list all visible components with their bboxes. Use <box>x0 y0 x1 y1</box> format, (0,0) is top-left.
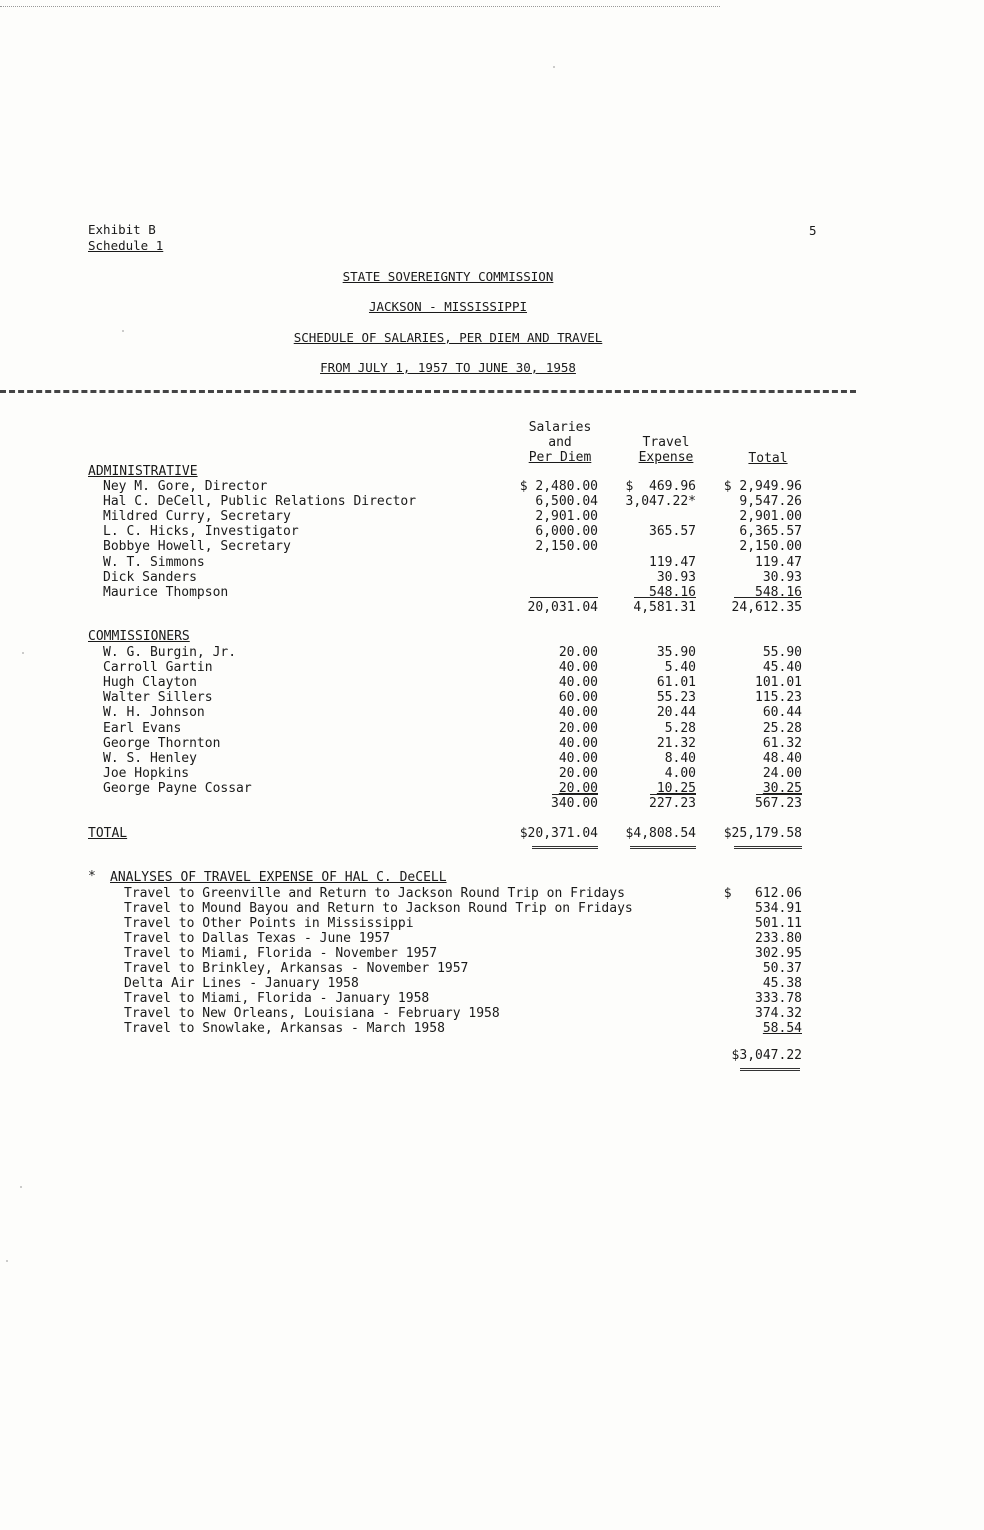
col-head-travel-1: Travel <box>642 435 690 450</box>
row-travel: $ 469.96 <box>625 479 696 494</box>
row-salaries: 20.00 <box>558 720 598 736</box>
analysis-row <box>0 946 984 961</box>
comm-subtotal-total: 567.23 <box>755 796 802 811</box>
row-travel: 365.57 <box>649 524 696 540</box>
row-salaries: 40.00 <box>558 735 598 751</box>
table-row <box>0 660 984 675</box>
analysis-description: Travel to Snowlake, Arkansas - March 1958 <box>124 1021 445 1036</box>
row-salaries: 6,000.00 <box>535 524 598 540</box>
title-commission: STATE SOVEREIGNTY COMMISSION <box>342 269 554 284</box>
row-travel: 20.44 <box>656 705 696 721</box>
col-head-travel-2: Expense <box>638 450 694 465</box>
grand-total-travel: $4,808.54 <box>625 826 696 841</box>
title-period: FROM JULY 1, 1957 TO JUNE 30, 1958 <box>320 360 576 375</box>
row-total: $ 2,949.96 <box>723 479 802 494</box>
row-travel: 10.25 <box>656 780 696 796</box>
table-row <box>0 690 984 705</box>
analysis-amount: 534.91 <box>755 901 802 916</box>
analysis-description: Travel to New Orleans, Louisiana - February 1958 <box>124 1006 500 1021</box>
analysis-row <box>0 901 984 916</box>
table-row <box>0 539 984 554</box>
comm-subtotal-salaries: 340.00 <box>551 796 598 811</box>
row-salaries: 40.00 <box>558 660 598 676</box>
admin-subtotal-row <box>0 600 984 615</box>
grand-total-salaries: $20,371.04 <box>519 826 598 841</box>
table-row <box>0 705 984 720</box>
analysis-row <box>0 886 984 901</box>
analysis-amount: 233.80 <box>755 931 802 946</box>
row-travel: 55.23 <box>656 690 696 706</box>
row-name: W. S. Henley <box>103 750 197 766</box>
analysis-description: Travel to Mound Bayou and Return to Jackson Round Trip on Fridays <box>124 901 633 916</box>
title-schedule: SCHEDULE OF SALARIES, PER DIEM AND TRAVEL <box>293 330 603 345</box>
admin-salaries-rule <box>530 597 598 598</box>
analysis-amount: 333.78 <box>755 991 802 1006</box>
grand-total-label: TOTAL <box>88 826 128 841</box>
col-head-salaries-3: Per Diem <box>528 450 592 465</box>
row-total: 115.23 <box>755 690 802 706</box>
row-salaries: 2,901.00 <box>535 509 598 525</box>
admin-total-rule <box>734 597 802 598</box>
admin-subtotal-travel: 4,581.31 <box>633 600 696 615</box>
analysis-amount: 374.32 <box>755 1006 802 1021</box>
table-row <box>0 509 984 524</box>
analysis-description: Travel to Brinkley, Arkansas - November 1957 <box>124 961 469 976</box>
row-travel: 548.16 <box>649 584 696 600</box>
row-name: W. G. Burgin, Jr. <box>103 645 237 660</box>
row-travel: 4.00 <box>664 765 696 781</box>
row-travel: 5.28 <box>664 720 696 736</box>
admin-travel-rule <box>634 597 696 598</box>
table-row <box>0 721 984 736</box>
row-name: L. C. Hicks, Investigator <box>103 524 299 540</box>
row-name: Maurice Thompson <box>103 584 229 600</box>
analysis-total: $3,047.22 <box>731 1048 802 1063</box>
row-salaries: 40.00 <box>558 705 598 721</box>
row-name: W. T. Simmons <box>103 554 205 570</box>
row-name: George Thornton <box>103 735 221 751</box>
row-travel: 30.93 <box>656 569 696 585</box>
admin-subtotal-salaries: 20,031.04 <box>527 600 598 615</box>
row-total: 119.47 <box>755 554 802 570</box>
row-name: Hugh Clayton <box>103 675 197 691</box>
row-name: Bobbye Howell, Secretary <box>103 539 291 555</box>
col-head-salaries-1: Salaries <box>528 420 592 435</box>
row-salaries: $ 2,480.00 <box>519 479 598 494</box>
table-row <box>0 766 984 781</box>
scan-top-edge <box>0 6 720 7</box>
row-travel: 61.01 <box>656 675 696 691</box>
grand-total-travel-double-rule <box>630 846 696 849</box>
analysis-total-row <box>0 1048 984 1063</box>
table-row <box>0 781 984 796</box>
table-row <box>0 555 984 570</box>
row-salaries: 40.00 <box>558 675 598 691</box>
row-travel: 119.47 <box>649 554 696 570</box>
comm-subtotal-row <box>0 796 984 811</box>
comm-subtotal-travel: 227.23 <box>649 796 696 811</box>
row-total: 9,547.26 <box>739 494 802 510</box>
row-total: 55.90 <box>762 645 802 660</box>
analysis-amount: 58.54 <box>762 1021 802 1036</box>
col-head-total: Total <box>748 451 788 466</box>
col-head-salaries-2: and <box>548 435 572 450</box>
grand-total-total-double-rule <box>734 846 802 849</box>
analysis-row <box>0 916 984 931</box>
analysis-total-double-rule <box>740 1068 800 1071</box>
page-number: 5 <box>809 223 817 238</box>
analysis-row <box>0 976 984 991</box>
row-total: 24.00 <box>762 765 802 781</box>
analysis-heading: ANALYSES OF TRAVEL EXPENSE OF HAL C. DeCELL <box>110 870 447 885</box>
row-name: Joe Hopkins <box>103 765 190 781</box>
row-name: Dick Sanders <box>103 569 197 585</box>
row-total: 48.40 <box>762 750 802 766</box>
row-total: 25.28 <box>762 720 802 736</box>
schedule-label: Schedule 1 <box>88 238 164 253</box>
analysis-row <box>0 1021 984 1036</box>
footnote-marker: * <box>88 869 96 884</box>
analysis-row <box>0 1006 984 1021</box>
row-name: Earl Evans <box>103 720 182 736</box>
table-row <box>0 494 984 509</box>
analysis-amount: $ 612.06 <box>723 886 802 901</box>
scan-speck <box>553 66 555 68</box>
table-row <box>0 751 984 766</box>
comm-total-rule <box>756 794 802 795</box>
grand-total-salaries-double-rule <box>532 846 598 849</box>
admin-subtotal-total: 24,612.35 <box>731 600 802 615</box>
analysis-description: Travel to Other Points in Mississippi <box>124 916 414 931</box>
table-row <box>0 585 984 600</box>
row-salaries: 20.00 <box>558 645 598 660</box>
scan-speck <box>122 330 124 332</box>
row-salaries: 20.00 <box>558 780 598 796</box>
scan-speck <box>22 652 24 654</box>
row-total: 6,365.57 <box>739 524 802 540</box>
row-salaries: 40.00 <box>558 750 598 766</box>
table-row <box>0 524 984 539</box>
table-row <box>0 645 984 660</box>
row-name: Hal C. DeCell, Public Relations Director <box>103 494 417 510</box>
analysis-description: Travel to Greenville and Return to Jackson Round Trip on Fridays <box>124 886 625 901</box>
row-total: 60.44 <box>762 705 802 721</box>
exhibit-label: Exhibit B <box>88 222 156 237</box>
table-row <box>0 479 984 494</box>
row-travel: 35.90 <box>656 645 696 660</box>
analysis-row <box>0 931 984 946</box>
row-name: Carroll Gartin <box>103 660 213 676</box>
analysis-row <box>0 991 984 1006</box>
table-row <box>0 675 984 690</box>
scan-speck <box>20 1186 22 1188</box>
row-total: 61.32 <box>762 735 802 751</box>
table-row <box>0 736 984 751</box>
row-salaries: 6,500.04 <box>535 494 598 510</box>
row-travel: 3,047.22* <box>625 494 696 510</box>
row-salaries: 60.00 <box>558 690 598 706</box>
comm-travel-rule <box>650 794 696 795</box>
section-heading-administrative: ADMINISTRATIVE <box>88 464 198 479</box>
analysis-amount: 302.95 <box>755 946 802 961</box>
grand-total-total: $25,179.58 <box>723 826 802 841</box>
row-total: 45.40 <box>762 660 802 676</box>
row-total: 2,901.00 <box>739 509 802 525</box>
analysis-row <box>0 961 984 976</box>
row-travel: 5.40 <box>664 660 696 676</box>
scan-speck <box>6 1260 8 1262</box>
row-salaries: 20.00 <box>558 765 598 781</box>
analysis-description: Delta Air Lines - January 1958 <box>124 976 359 991</box>
row-name: W. H. Johnson <box>103 705 205 721</box>
header-divider <box>0 390 856 393</box>
row-travel: 8.40 <box>664 750 696 766</box>
title-location: JACKSON - MISSISSIPPI <box>368 299 528 314</box>
analysis-amount: 45.38 <box>762 976 802 991</box>
row-name: Mildred Curry, Secretary <box>103 509 291 525</box>
row-travel: 21.32 <box>656 735 696 751</box>
section-heading-commissioners: COMMISSIONERS <box>88 629 190 644</box>
analysis-description: Travel to Miami, Florida - November 1957 <box>124 946 438 961</box>
row-total: 548.16 <box>755 584 802 600</box>
analysis-amount: 50.37 <box>762 961 802 976</box>
row-name: George Payne Cossar <box>103 780 252 796</box>
grand-total-row <box>0 826 984 841</box>
analysis-description: Travel to Miami, Florida - January 1958 <box>124 991 430 1006</box>
row-total: 30.25 <box>762 780 802 796</box>
row-name: Ney M. Gore, Director <box>103 479 268 494</box>
row-total: 101.01 <box>755 675 802 691</box>
comm-salaries-rule <box>552 794 598 795</box>
row-total: 2,150.00 <box>739 539 802 555</box>
row-total: 30.93 <box>762 569 802 585</box>
analysis-description: Travel to Dallas Texas - June 1957 <box>124 931 391 946</box>
analysis-amount: 501.11 <box>755 916 802 931</box>
table-row <box>0 570 984 585</box>
row-salaries: 2,150.00 <box>535 539 598 555</box>
row-name: Walter Sillers <box>103 690 213 706</box>
